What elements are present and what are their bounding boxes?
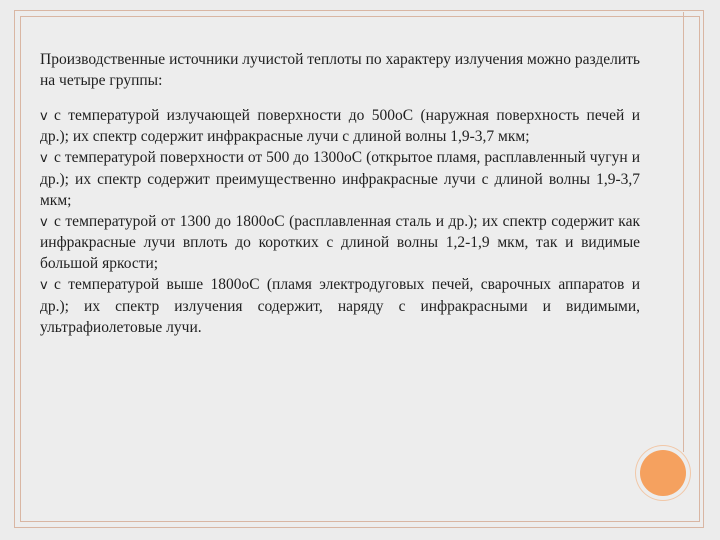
bullet-item-3 [40, 212, 640, 275]
checkmark-bullet-icon: v [40, 108, 48, 124]
bullet-item-1 [40, 106, 640, 149]
bullet-item-text: с температурой поверхности от 500 до 1300оС (открытое пламя, расплавленный чугун и др.); их спектр содержит преимущественно инфракрасные лучи с длиной волны 1,9-3,7 мкм; [40, 149, 640, 209]
checkmark-bullet-icon: v [40, 214, 48, 230]
decorative-circle-icon [640, 450, 686, 496]
checkmark-bullet-icon: v [40, 151, 48, 167]
decorative-rule [683, 12, 684, 452]
bullet-item-4 [40, 275, 640, 338]
slide-text [40, 50, 640, 338]
bullet-item-text: с температурой излучающей поверхности до 500оС (наружная поверхность печей и др.); их спектр содержит инфракрасные лучи с длиной волны 1,9-3,7 мкм; [40, 106, 640, 146]
bullet-item-text: с температурой от 1300 до 1800оС (расплавленная сталь и др.); их спектр содержит как инфракрасные лучи вплоть до коротких с длиной волны 1,2-1,9 мкм, так и видимые большой яркости; [40, 212, 640, 273]
bullet-item-2 [40, 148, 640, 211]
intro-paragraph: Производственные источники лучистой теплоты по характеру излучения можно разделить на четыре группы: [40, 51, 640, 89]
bullet-item-text: с температурой выше 1800оС (пламя электродуговых печей, сварочных аппаратов и др.); их спектр излучения содержит, наряду с инфракрасными и видимыми, ультрафиолетовые лучи. [40, 275, 640, 336]
checkmark-bullet-icon: v [40, 277, 48, 293]
